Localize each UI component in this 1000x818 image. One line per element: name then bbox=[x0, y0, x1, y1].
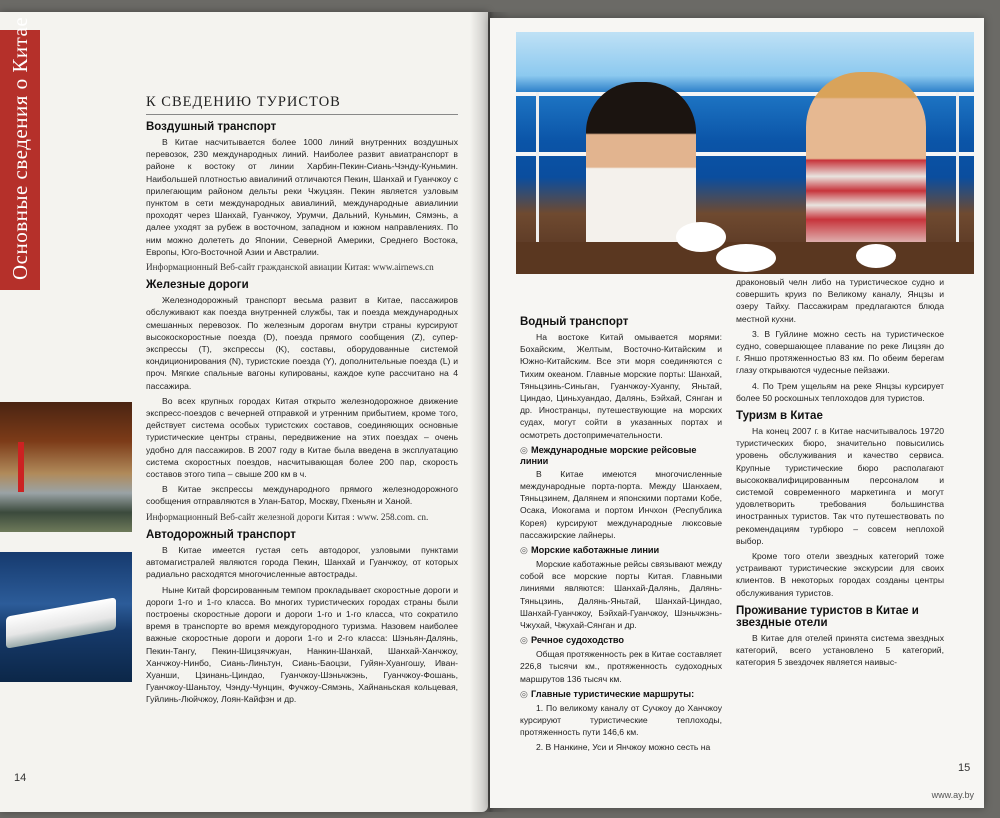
road-heading: Автодорожный транспорт bbox=[146, 528, 296, 541]
cruise-ship-photo bbox=[0, 552, 132, 682]
left-page bbox=[0, 12, 488, 812]
side-title-strip bbox=[0, 16, 40, 290]
bullet-icon: ◎ bbox=[520, 545, 529, 556]
air-paragraph: В Китае насчитывается более 1000 линий внутренних воздушных перевозок, 230 международных линий. Наиболее развит авиатранспорт в районе к востоку от линии Харбин-Пекин-Сиань-Чэнду-Куньмин. Наибольшей плотностью авиалиний отличаются Пекин, Шанхай и Гуанчжоу с прилегающим районом дельты реки Чжуцзян. Пекин является узловым пунктом в сети международных авиалиний, международные авиалинии проходят через Шанхай, Гуанчжоу, Урумчи, Дальний, Куньмин, Сямэнь, а далее уходят за рубеж в восточном, западном и южном направлениях. По ним можно долететь до Японии, Северной Америки, Среднего Востока, Европы, Юго-Восточной Азии и Австралии. bbox=[146, 137, 458, 257]
water-paragraph: На востоке Китай омывается морями: Бохайским, Желтым, Восточно-Китайским и Южно-Китайским. Все эти моря соединяются с Тихим океаном. Главные морские порты: Шанхай, Тяньцзинь-Синьган, Гуанчжоу-Хуанпу, Яньтай, Циндао, Циньхуандао, Далянь, Бэйхай, Сянган и др. Иностранцы, путешествующие на морских судах, могут сойти в указанных портах и осмотреть достопримечательности. bbox=[520, 332, 722, 440]
air-reference: Информационный Веб-сайт гражданской авиации Китая: www.airnews.cn bbox=[146, 262, 434, 273]
railing-post bbox=[536, 92, 539, 242]
page-number-right: 15 bbox=[958, 762, 971, 774]
bullet-icon: ◎ bbox=[520, 635, 529, 646]
right-column-1 bbox=[520, 310, 722, 757]
bullet-icon: ◎ bbox=[520, 688, 529, 699]
coastal-lines-paragraph: Морские каботажные рейсы связывают между собой все морские порты Китая. Главными линиями являются: Шанхай-Далянь, Далянь-Тяньцзинь, Далянь-Яньтай, Шанхай-Циндао, Шанхай-Гуанчжоу, Бэйхай-Гуанчжоу, Шэньчжэнь-Чжухай, Чжухай-Сянган и др. bbox=[520, 559, 722, 631]
route-4: 4. По Трем ущельям на реке Янцзы курсирует более 50 роскошных теплоходов для туристов. bbox=[736, 380, 944, 403]
bullet-icon: ◎ bbox=[520, 444, 529, 455]
watermark: www.ay.by bbox=[931, 790, 974, 800]
woman-right-hat bbox=[806, 72, 926, 252]
subheading-river: ◎ Речное судоходство bbox=[520, 635, 625, 646]
right-column-2 bbox=[736, 276, 944, 671]
side-title: Основные сведения о Китае bbox=[8, 16, 32, 280]
rail-reference: Информационный Веб-сайт железной дороги Китая : www. 258.com. cn. bbox=[146, 511, 429, 522]
rail-paragraph-3: В Китае экспрессы международного прямого железнодорожного сообщения отправляются в Улан-Батор, Москву, Пхеньян и Ханой. bbox=[146, 484, 458, 507]
airport-photo bbox=[0, 402, 132, 532]
tourism-paragraph-1: На конец 2007 г. в Китае насчитывалось 19720 туристических бюро, значительно повысились уровень обслуживания и качество сервиса. Крупные туристические бюро располагают высококвалифицированным персоналом и системой современного маркетинга и могут удовлетворить требования большинства иностранных туристов. Так что путешествовать по рекомендациям турбюро – совсем неплохой выбор. bbox=[736, 426, 944, 546]
air-heading: Воздушный транспорт bbox=[146, 121, 277, 133]
route-2-continued: драконовый челн либо на туристическое судно и совершить круиз по Великому каналу, Янцзы и озеру Тайху. Пассажирам предлагаются блюда местной кухни. bbox=[736, 277, 944, 324]
rail-heading: Железные дороги bbox=[146, 279, 249, 292]
subheading-routes: ◎ Главные туристические маршруты: bbox=[520, 688, 695, 699]
rail-paragraph-2: Во всех крупных городах Китая открыто железнодорожное движение экспресс-поездов с вечерней отправкой и утренним прибытием, кроме того, действует система особых туристских составов, соединяющих основные туристические центры страны, передвижение на этих поездах – очень удобно для пассажиров. В 2007 году в Китае была введена в эксплуатацию система скоростных поездов, насчитывающая более 200 пар, скорость составов этого типа – свыше 200 км в ч. bbox=[146, 395, 458, 480]
plate bbox=[716, 244, 776, 272]
hotel-paragraph: В Китае для отелей принята система звездных категорий, всего установлено 5 категорий, категория 5 звездочек является наивыс- bbox=[736, 632, 944, 668]
water-heading: Водный транспорт bbox=[520, 316, 629, 328]
section-title: К СВЕДЕНИЮ ТУРИСТОВ bbox=[146, 94, 458, 115]
road-paragraph-1: В Китае имеется густая сеть автодорог, узловыми пунктами автомагистралей являются города Пекин, Шанхай и Гуанчжоу, от которых радиально расходятся многочисленные автострады. bbox=[146, 544, 458, 580]
page-number-left: 14 bbox=[14, 772, 27, 784]
intl-lines-paragraph: В Китае имеются многочисленные международные порта-порта. Между Шанхаем, Тяньцзинем, Далянем и японскими портами Кобе, Осака, Иокогама и портом Инчхон (Республика Корея) курсируют международные люксовые пассажирские лайнеры. bbox=[520, 468, 722, 540]
woman-left bbox=[586, 82, 696, 252]
railing-post bbox=[956, 92, 959, 242]
tourism-paragraph-2: Кроме того отели звездных категорий тоже устраивают туристические экскурсии для своих клиентов. В некоторых городах созданы центры обслуживания туристов. bbox=[736, 551, 944, 598]
plate bbox=[856, 244, 896, 268]
river-paragraph: Общая протяженность рек в Китае составляет 226,8 тысячи км., протяженность судоходных маршрутов 136 тысяч км. bbox=[520, 649, 722, 684]
left-text-column bbox=[146, 94, 458, 709]
hotel-heading: Проживание туристов в Китае и звездные отели bbox=[736, 604, 919, 629]
route-2: 2. В Нанкине, Уси и Янчжоу можно сесть на bbox=[536, 742, 711, 753]
tourism-heading: Туризм в Китае bbox=[736, 410, 823, 423]
route-1: 1. По великому каналу от Сучжоу до Ханчжоу курсируют туристические теплоходы, протяженность пути 146,6 км. bbox=[520, 702, 722, 738]
rail-paragraph-1: Железнодорожный транспорт весьма развит в Китае, пассажиров обслуживают как поезда внутренней службы, так и поезда международных смешанных перевозок. По железным дорогам внутри страны курсируют высокоскоростные поезда (D), поезда прямого сообщения (Z), супер-экспрессы (T), экспрессы (K), составы, оборудованные системой кондиционирования (N), туристские поезда (Y), дополнительные поезда (L) и проч. Мягкие спальные вагоны купированы, каждое купе рассчитано на 4 пассажира. bbox=[146, 295, 458, 391]
ship-deck-photo bbox=[516, 32, 974, 274]
plate bbox=[676, 222, 726, 252]
right-page bbox=[490, 18, 984, 808]
route-3: 3. В Гуйлине можно сесть на туристическое судно, совершающее плавание по реке Лицзян до г. Яншо протяженностью 83 км. По обеим берегам глазу открываются чудесные пейзажи. bbox=[736, 328, 944, 376]
subheading-coastal-lines: ◎ Морские каботажные линии bbox=[520, 545, 660, 556]
road-paragraph-2: Ныне Китай форсированным темпом прокладывает скоростные дороги и дороги 1-го и 1-го класса. Во многих туристических городах страны были построены скоростные дороги и дороги 1-го и 1-го класса, что сократило время в транспорте во время междугородного туризма. Назовем наиболее важные скоростные дороги и дороги 1-го и 2-го класса: Шэньян-Далянь, Пекин-Тангу, Пекин-Шицзячжуан, Нанкин-Шанхай, Шанхай-Ханчжоу, Ханчжоу-Нинбо, Сиань-Линьтун, Сиань-Баоцзи, Гуйян-Хуангошу, Иван-Хуанши, Цзинань-Циндао, Гуанчжоу-Шэньчжэнь, Гуанчжоу-Фошань, Гуанчжоу-Шаньтоу, Чэнду-Чунцин, Фучжоу-Сямэнь, Хайнаньская кольцевая, Гуйлинь-Люйчжоу, Лоян-Кайфэн и др. bbox=[146, 584, 458, 705]
subheading-intl-lines: ◎ Международные морские рейсовые линии bbox=[520, 444, 697, 466]
